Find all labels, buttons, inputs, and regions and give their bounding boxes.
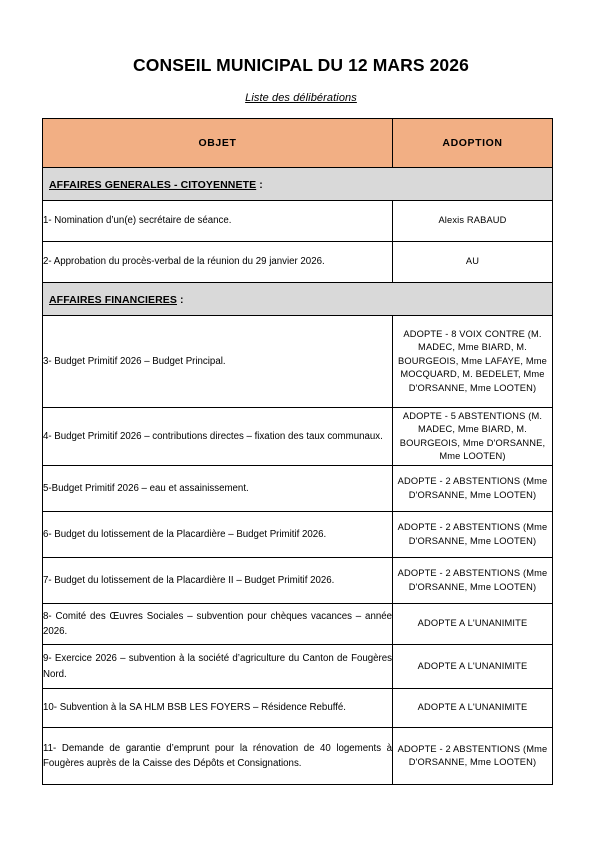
table-row bbox=[43, 466, 553, 512]
section-title-text: AFFAIRES GENERALES - CITOYENNETE bbox=[49, 179, 257, 191]
cell-objet: 2- Approbation du procès-verbal de la réunion du 29 janvier 2026. bbox=[43, 242, 393, 283]
table-row bbox=[43, 728, 553, 785]
cell-objet: 5-Budget Primitif 2026 – eau et assainissement. bbox=[43, 466, 393, 512]
section-header-row bbox=[43, 283, 553, 316]
section-header-row bbox=[43, 168, 553, 201]
section-header-cell bbox=[43, 283, 553, 316]
column-header-objet: OBJET bbox=[43, 119, 393, 168]
section-title-text: AFFAIRES FINANCIERES bbox=[49, 294, 178, 306]
page-subtitle: Liste des délibérations bbox=[245, 92, 357, 105]
cell-objet: 7- Budget du lotissement de la Placardière II – Budget Primitif 2026. bbox=[43, 558, 393, 604]
section-header-cell bbox=[43, 168, 553, 201]
cell-adoption: ADOPTE - 5 ABSTENTIONS (M. MADEC, Mme BIARD, M. BOURGEOIS, Mme D'ORSANNE, Mme LOOTEN) bbox=[393, 408, 553, 466]
cell-adoption: ADOPTE - 2 ABSTENTIONS (Mme D'ORSANNE, Mme LOOTEN) bbox=[393, 512, 553, 558]
cell-objet: 9- Exercice 2026 – subvention à la société d’agriculture du Canton de Fougères Nord. bbox=[43, 645, 393, 689]
table-row bbox=[43, 512, 553, 558]
cell-adoption: ADOPTE - 2 ABSTENTIONS (Mme D'ORSANNE, Mme LOOTEN) bbox=[393, 558, 553, 604]
table-header bbox=[43, 119, 553, 168]
column-header-adoption: ADOPTION bbox=[393, 119, 553, 168]
table-row bbox=[43, 604, 553, 645]
cell-objet: 3- Budget Primitif 2026 – Budget Principal. bbox=[43, 316, 393, 408]
cell-objet: 1- Nomination d’un(e) secrétaire de séance. bbox=[43, 201, 393, 242]
table-body bbox=[43, 168, 553, 785]
table-row bbox=[43, 201, 553, 242]
table-row bbox=[43, 242, 553, 283]
cell-objet: 10- Subvention à la SA HLM BSB LES FOYERS – Résidence Rebuffé. bbox=[43, 689, 393, 728]
table-row bbox=[43, 408, 553, 466]
table-row bbox=[43, 316, 553, 408]
page-title: CONSEIL MUNICIPAL DU 12 MARS 2026 bbox=[133, 55, 469, 75]
table-row bbox=[43, 558, 553, 604]
cell-adoption: Alexis RABAUD bbox=[393, 201, 553, 242]
cell-adoption: ADOPTE - 8 VOIX CONTRE (M. MADEC, Mme BIARD, M. BOURGEOIS, Mme LAFAYE, Mme MOCQUARD, M. BEDELET, Mme D'ORSANNE, Mme LOOTEN) bbox=[393, 316, 553, 408]
table-row bbox=[43, 645, 553, 689]
cell-adoption: ADOPTE A L'UNANIMITE bbox=[393, 689, 553, 728]
deliberations-table bbox=[42, 118, 553, 785]
cell-objet: 6- Budget du lotissement de la Placardière – Budget Primitif 2026. bbox=[43, 512, 393, 558]
table-header-row bbox=[43, 119, 553, 168]
cell-objet: 11- Demande de garantie d’emprunt pour la rénovation de 40 logements à Fougères auprès de la Caisse des Dépôts et Consignations. bbox=[43, 728, 393, 785]
section-title-suffix: : bbox=[177, 294, 184, 306]
cell-adoption: ADOPTE A L'UNANIMITE bbox=[393, 645, 553, 689]
section-title-affaires-financieres bbox=[49, 294, 184, 306]
section-title-affaires-generales bbox=[49, 179, 263, 191]
table-row bbox=[43, 689, 553, 728]
cell-adoption: AU bbox=[393, 242, 553, 283]
cell-objet: 4- Budget Primitif 2026 – contributions directes – fixation des taux communaux. bbox=[43, 408, 393, 466]
cell-adoption: ADOPTE - 2 ABSTENTIONS (Mme D'ORSANNE, Mme LOOTEN) bbox=[393, 466, 553, 512]
cell-adoption: ADOPTE - 2 ABSTENTIONS (Mme D'ORSANNE, Mme LOOTEN) bbox=[393, 728, 553, 785]
cell-adoption: ADOPTE A L'UNANIMITE bbox=[393, 604, 553, 645]
section-title-suffix: : bbox=[256, 179, 263, 191]
cell-objet: 8- Comité des Œuvres Sociales – subvention pour chèques vacances – année 2026. bbox=[43, 604, 393, 645]
